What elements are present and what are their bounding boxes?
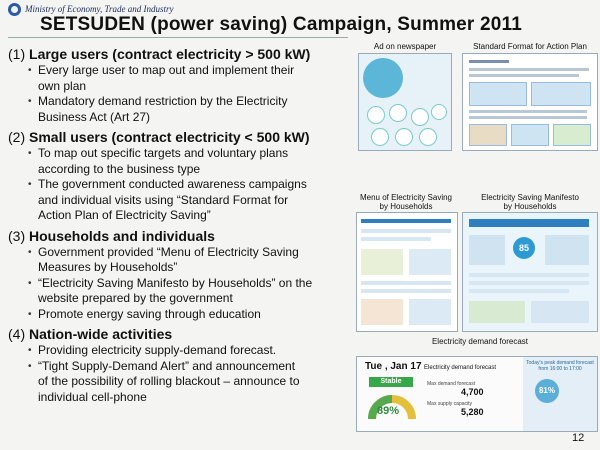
section-number: (4) (8, 326, 26, 342)
page-number: 12 (572, 432, 585, 444)
bullet-line: own plan (38, 78, 87, 93)
action-plan-format-image (462, 53, 598, 151)
bullet-line: • “Tight Supply-Demand Alert” and announcement (8, 359, 348, 375)
section-number: (2) (8, 129, 26, 145)
demand-forecast-image: Tue , Jan 17 Electricity demand forecast Stable 89% Max demand forecast 4,700 Max supply capacity 5,280 Today's peak demand forecast from 16:00 to 17:00 81% (356, 356, 598, 432)
forecast-status-badge: Stable (369, 377, 413, 387)
bullet-line: • Promote energy saving through education (8, 307, 348, 323)
usage-percent: 89% (377, 405, 400, 417)
bullet-list (8, 63, 348, 125)
saving-menu-image (356, 212, 458, 332)
section-heading (8, 128, 348, 146)
section-heading (8, 325, 348, 343)
section-number: (1) (8, 46, 26, 62)
ministry-logo-icon (8, 3, 21, 16)
caption-forecast: Electricity demand forecast (431, 337, 529, 346)
bullet-list (8, 343, 348, 405)
newspaper-ad-image (358, 53, 452, 151)
bullet-list (8, 245, 348, 323)
caption-ad: Ad on newspaper (373, 42, 437, 51)
section-4 (8, 325, 348, 405)
section-3 (8, 227, 348, 323)
manifesto-badge: 85 (513, 237, 535, 259)
section-title: Small users (contract electricity < 500 kW) (29, 129, 310, 145)
bullet-line: • Mandatory demand restriction by the Electricity (8, 94, 348, 110)
bullet-line: • Government provided “Menu of Electricity Saving (8, 245, 348, 261)
section-title: Households and individuals (29, 227, 215, 244)
section-title: Nation-wide activities (29, 326, 173, 342)
capacity-value: 5,280 (461, 407, 484, 417)
bullet-line: • Every large user to map out and implement their (8, 63, 348, 79)
content-list (8, 45, 348, 408)
header-divider (8, 37, 348, 38)
caption-manifesto: Electricity Saving Manifesto by Households (481, 193, 579, 211)
bullet-line: Measures by Households” (38, 260, 178, 274)
section-title: Large users (contract electricity > 500 kW) (29, 46, 311, 62)
caption-menu: Menu of Electricity Saving by Households (359, 193, 453, 211)
peak-label: Today's peak demand forecast from 16:00 to 17:00 (526, 360, 594, 372)
section-1 (8, 45, 348, 125)
bullet-list (8, 146, 348, 224)
bullet-line: • Providing electricity supply-demand forecast. (8, 343, 348, 359)
bullet-line: • The government conducted awareness campaigns (8, 177, 348, 193)
bullet-line: • To map out specific targets and voluntary plans (8, 146, 348, 162)
bullet-line: • “Electricity Saving Manifesto by Households” on the (8, 276, 348, 292)
bullet-line: Business Act (Art 27) (38, 109, 151, 124)
bullet-line: website prepared by the government (38, 291, 233, 305)
bullet-line: individual cell-phone (38, 389, 147, 404)
forecast-subtitle: Electricity demand forecast (424, 365, 497, 371)
slide-title: SETSUDEN (power saving) Campaign, Summer 2011 (40, 14, 523, 35)
peak-percent: 81% (535, 379, 559, 403)
forecast-date: Tue , Jan 17 (365, 361, 422, 372)
saving-manifesto-image (462, 212, 598, 332)
section-number: (3) (8, 227, 26, 244)
section-heading (8, 227, 348, 245)
bullet-line: Action Plan of Electricity Saving” (38, 208, 211, 222)
demand-value: 4,700 (461, 387, 484, 397)
ministry-name: Ministry of Economy, Trade and Industry (25, 4, 174, 14)
bullet-line: and individual visits using “Standard Format for (38, 192, 289, 207)
bullet-line: according to the business type (38, 161, 201, 176)
bullet-line: of the possibility of rolling blackout – announce to (38, 374, 300, 388)
section-2 (8, 128, 348, 224)
caption-format: Standard Format for Action Plan (473, 42, 587, 51)
section-heading (8, 45, 348, 63)
